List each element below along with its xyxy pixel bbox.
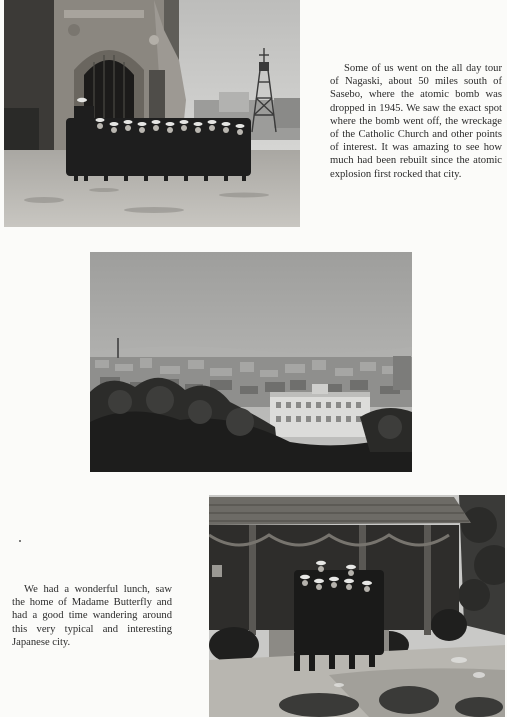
caption-lunch: We had a wonderful lunch, saw the home of Madame Butterfly and had a good time wandering around this very typical and interesting Japanese city. [12,584,172,648]
print-speck [19,540,21,542]
caption-nagasaki-tour: Some of us went on the all day tour of Nagaski, about 50 miles south of Sasebo, where the atomic bomb was dropped in 1945. We saw the exact spot where the bomb went off, the wreckage of the Catholic Church and other points of interest. It was amazing to see how much had been rebuilt since the atomic explosion first rocked that city. [330,63,502,180]
photo-church-ruins-group [4,0,300,227]
photo-madame-butterfly-house [209,495,505,717]
photo-city-panorama [90,252,412,472]
